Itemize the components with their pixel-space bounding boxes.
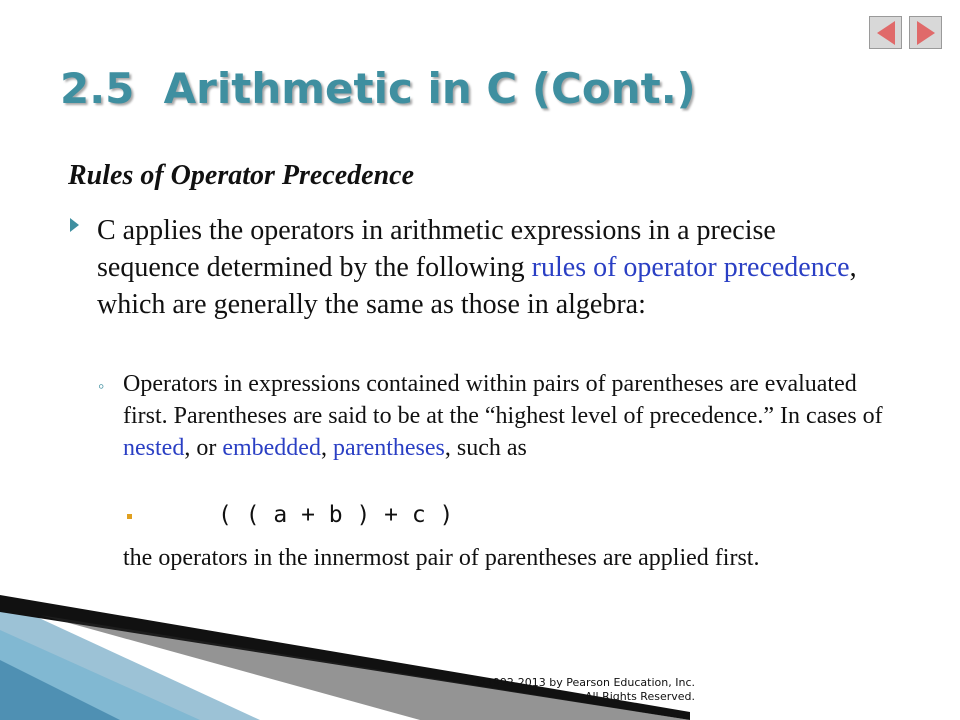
circle-bullet-icon: ◦: [98, 376, 105, 396]
sub-bullet-text: Operators in expressions contained within pairs of parentheses are evaluated first. Parentheses are said to be at the “highest level of precedence.” In cases of nested, or embedded, parentheses, such as: [123, 371, 883, 461]
code-example: ( ( a + b ) + c ): [218, 502, 454, 528]
highlight-term: rules of operator precedence: [531, 252, 850, 283]
bullet-main: [70, 212, 870, 323]
highlight-term: nested: [123, 435, 185, 461]
previous-slide-icon: [877, 21, 895, 45]
next-slide-icon: [917, 21, 935, 45]
square-bullet-icon: [127, 514, 132, 519]
bullet-main-text: C applies the operators in arithmetic expressions in a precise sequence determined by the following rules of operator precedence, which are generally the same as those in algebra:: [97, 215, 857, 320]
previous-slide-button[interactable]: [869, 16, 902, 49]
next-slide-button[interactable]: [909, 16, 942, 49]
continuation-text: the operators in the innermost pair of parentheses are applied first.: [123, 545, 760, 571]
slide-title: 2.5 Arithmetic in C (Cont.): [60, 64, 696, 113]
subheading: Rules of Operator Precedence: [68, 160, 415, 191]
copyright-notice: ©1992-2013 by Pearson Education, Inc. All Rights Reserved.: [474, 676, 695, 703]
arrow-bullet-icon: [70, 218, 79, 232]
highlight-term: embedded: [222, 435, 321, 461]
highlight-term: parentheses: [332, 435, 445, 461]
